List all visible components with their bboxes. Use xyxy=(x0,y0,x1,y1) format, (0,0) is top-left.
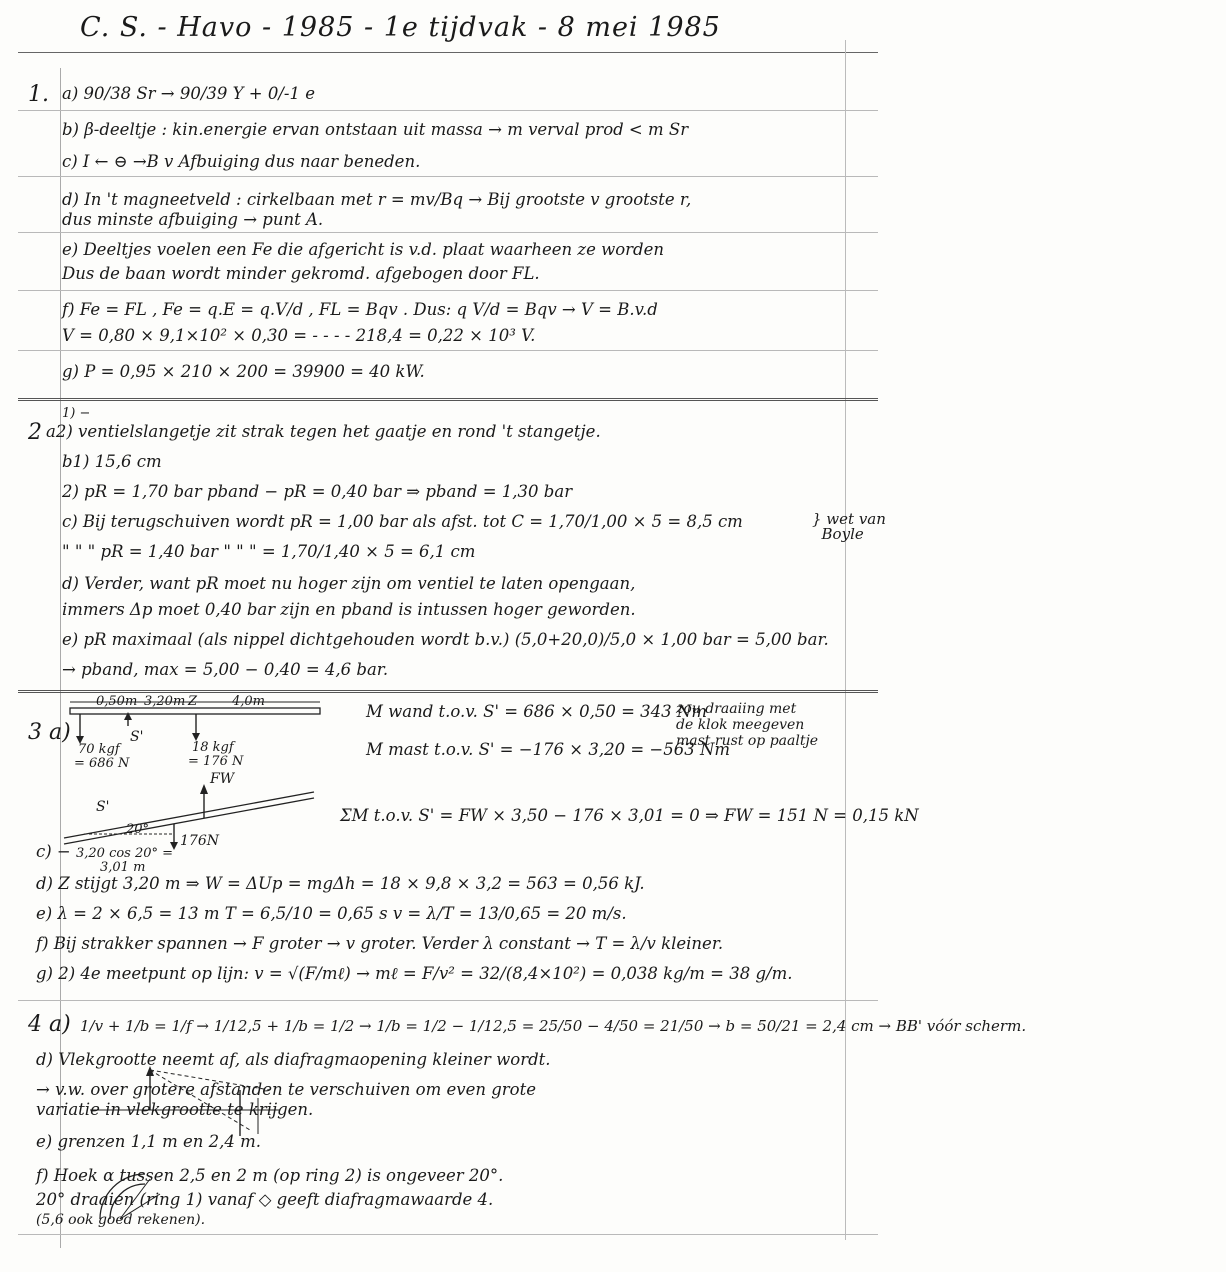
ruled-line xyxy=(18,110,878,111)
ruled-line xyxy=(18,1234,878,1235)
q1-line-e2: Dus de baan wordt minder gekromd. afgebogen door FL. xyxy=(62,264,540,283)
q4-line-f: f) Hoek α tussen 2,5 en 2 m (op ring 2) is ongeveer 20°. xyxy=(36,1166,504,1185)
point-label: S' xyxy=(96,799,110,815)
title-underline xyxy=(18,52,878,53)
q4-line-d3: variatie in vlekgrootte te krijgen. xyxy=(36,1100,314,1119)
q3-line-c: c) − xyxy=(36,842,71,861)
q3-line-f: f) Bij strakker spannen → F groter → v groter. Verder λ constant → T = λ/v kleiner. xyxy=(36,934,724,953)
section-divider xyxy=(18,398,878,401)
page-title: C. S. - Havo - 1985 - 1e tijdvak - 8 mei 1985 xyxy=(80,12,721,43)
moment-note: de klok meegeven xyxy=(676,717,805,733)
q1-line-f: f) Fe = FL , Fe = q.E = q.V/d , FL = Bqv . Dus: q V/d = Bqv → V = B.v.d xyxy=(62,300,658,319)
q4-number: 4 a) xyxy=(28,1012,71,1037)
force-label: 70 kgf xyxy=(78,742,120,757)
dim-label: 4,0m xyxy=(232,694,266,709)
force-label: 18 kgf xyxy=(192,740,234,755)
dim-label: 3,20m xyxy=(144,694,186,709)
moment-wand: M wand t.o.v. S' = 686 × 0,50 = 343 Nm xyxy=(366,702,707,721)
force-label-fw: FW xyxy=(210,771,235,787)
point-label: Z xyxy=(188,694,198,709)
force-label: = 176 N xyxy=(188,754,244,769)
boyle-note: } wet van Boyle xyxy=(812,510,886,543)
section-divider xyxy=(18,690,878,693)
q4-line-a: 1/v + 1/b = 1/f → 1/12,5 + 1/b = 1/2 → 1/b = 1/2 − 1/12,5 = 25/50 − 4/50 = 21/50 → b = 50/21 = 2,4 cm → BB' vóór scherm. xyxy=(80,1017,1027,1035)
q1-number: 1. xyxy=(28,82,49,107)
dim-label: 0,50m xyxy=(96,694,138,709)
ruled-line xyxy=(18,176,878,177)
q2-line-d2: immers Δp moet 0,40 bar zijn en pband is intussen hoger geworden. xyxy=(62,600,636,619)
q2-line-1: 1) − xyxy=(62,406,91,421)
moment-mast: M mast t.o.v. S' = −176 × 3,20 = −563 Nm xyxy=(366,740,731,759)
q3-number: 3 a) xyxy=(28,720,71,745)
moment-note: mast rust op paaltje xyxy=(676,733,819,749)
q3-line-g: g) 2) 4e meetpunt op lijn: v = √(F/mℓ) → mℓ = F/v² = 32/(8,4×10²) = 0,038 kg/m = 38 g/m. xyxy=(36,964,793,983)
force-label: 176N xyxy=(180,833,219,849)
q4-line-f2: 20° draaien (ring 1) vanaf ◇ geeft diafragmawaarde 4. xyxy=(36,1190,494,1209)
q2-line-c2: " " " pR = 1,40 bar " " " = 1,70/1,40 × 5 = 6,1 cm xyxy=(62,542,476,561)
q3-line-d: d) Z stijgt 3,20 m ⇒ W = ΔUp = mgΔh = 18 × 9,8 × 3,2 = 563 = 0,56 kJ. xyxy=(36,874,645,893)
q1-line-d: d) In 't magneetveld : cirkelbaan met r = mv/Bq → Bij grootste v grootste r, xyxy=(62,190,692,209)
moment-sum: ΣM t.o.v. S' = FW × 3,50 − 176 × 3,01 = 0 ⇒ FW = 151 N = 0,15 kN xyxy=(340,806,919,825)
dim-label: 3,01 m xyxy=(100,860,146,875)
q2-line-e2: → pband, max = 5,00 − 0,40 = 4,6 bar. xyxy=(62,660,389,679)
q4-line-d: d) Vlekgrootte neemt af, als diafragmaopening kleiner wordt. xyxy=(36,1050,551,1069)
q1-line-c: c) I ← ⊖ →B v Afbuiging dus naar beneden. xyxy=(62,152,421,171)
q3-line-e: e) λ = 2 × 6,5 = 13 m T = 6,5/10 = 0,65 s v = λ/T = 13/0,65 = 20 m/s. xyxy=(36,904,627,923)
q4-line-d2: → v.w. over grotere afstanden te verschuiven om even grote xyxy=(36,1080,537,1099)
margin-line xyxy=(60,68,61,1248)
q2-line-b1: b1) 15,6 cm xyxy=(62,452,162,471)
q4-line-f3: (5,6 ook goed rekenen). xyxy=(36,1212,206,1228)
q1-line-e: e) Deeltjes voelen een Fe die afgericht is v.d. plaat waarheen ze worden xyxy=(62,240,664,259)
q2-number: 2 xyxy=(28,420,42,445)
ruled-line xyxy=(18,290,878,291)
q1-line-f2: V = 0,80 × 9,1×10² × 0,30 = - - - - 218,4 = 0,22 × 10³ V. xyxy=(62,326,536,345)
q2-line-e: e) pR maximaal (als nippel dichtgehouden wordt b.v.) (5,0+20,0)/5,0 × 1,00 bar = 5,00 bar. xyxy=(62,630,829,649)
ruled-line xyxy=(18,232,878,233)
ruled-line xyxy=(18,350,878,351)
dim-label: 3,20 cos 20° = xyxy=(76,846,174,861)
angle-label: 20° xyxy=(126,822,150,837)
q2-line-b2: 2) pR = 1,70 bar pband − pR = 0,40 bar ⇒ pband = 1,30 bar xyxy=(62,482,573,501)
q1-line-a: a) 90/38 Sr → 90/39 Y + 0/-1 e xyxy=(62,84,315,103)
moment-note: zou draaiing met xyxy=(676,701,797,717)
force-label: = 686 N xyxy=(74,756,130,771)
ruled-line xyxy=(18,1000,878,1001)
q2-line-d: d) Verder, want pR moet nu hoger zijn om ventiel te laten opengaan, xyxy=(62,574,636,593)
q1-line-g: g) P = 0,95 × 210 × 200 = 39900 = 40 kW. xyxy=(62,362,425,381)
q1-line-b: b) β-deeltje : kin.energie ervan ontstaan uit massa → m verval prod < m Sr xyxy=(62,120,689,139)
q4-line-e: e) grenzen 1,1 m en 2,4 m. xyxy=(36,1132,262,1151)
q2-line-a2: a2) ventielslangetje zit strak tegen het gaatje en rond 't stangetje. xyxy=(46,422,601,441)
q2-line-c: c) Bij terugschuiven wordt pR = 1,00 bar als afst. tot C = 1,70/1,00 × 5 = 8,5 cm xyxy=(62,512,743,531)
point-label: S' xyxy=(130,729,144,745)
q1-line-d2: dus minste afbuiging → punt A. xyxy=(62,210,324,229)
